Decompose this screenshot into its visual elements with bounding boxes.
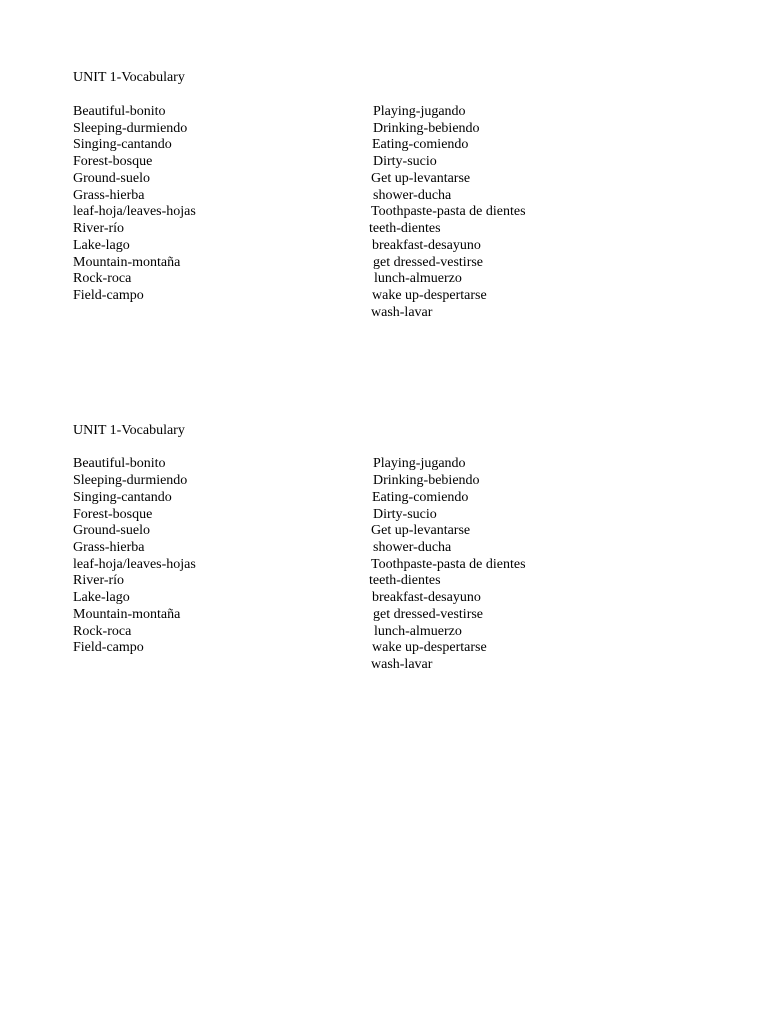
vocab-item-left: Grass-hierba: [73, 540, 145, 555]
section-title: UNIT 1-Vocabulary: [73, 423, 185, 438]
vocab-item-right: wash-lavar: [371, 305, 433, 320]
vocab-item-left: Rock-roca: [73, 624, 132, 639]
vocab-item-right: Playing-jugando: [373, 456, 466, 471]
vocab-item-right: Toothpaste-pasta de dientes: [371, 204, 526, 219]
vocab-item-right: teeth-dientes: [369, 573, 441, 588]
vocab-item-right: Drinking-bebiendo: [373, 473, 480, 488]
vocab-item-left: Ground-suelo: [73, 523, 150, 538]
vocab-item-right: wash-lavar: [371, 657, 433, 672]
vocab-item-right: lunch-almuerzo: [374, 271, 462, 286]
vocab-item-left: Forest-bosque: [73, 507, 153, 522]
vocab-item-right: wake up-despertarse: [372, 288, 487, 303]
vocab-item-left: Beautiful-bonito: [73, 456, 166, 471]
vocab-item-right: wake up-despertarse: [372, 640, 487, 655]
vocab-item-left: Mountain-montaña: [73, 255, 181, 270]
vocab-item-right: Get up-levantarse: [371, 523, 471, 538]
vocab-item-left: Sleeping-durmiendo: [73, 473, 188, 488]
vocab-item-left: River-río: [73, 573, 125, 588]
vocab-item-left: Ground-suelo: [73, 171, 150, 186]
vocab-item-right: shower-ducha: [373, 188, 452, 203]
vocab-item-right: shower-ducha: [373, 540, 452, 555]
vocab-item-left: Grass-hierba: [73, 188, 145, 203]
vocab-item-right: Playing-jugando: [373, 104, 466, 119]
vocab-item-left: leaf-hoja/leaves-hojas: [73, 204, 196, 219]
vocab-item-left: Forest-bosque: [73, 154, 153, 169]
vocab-item-right: teeth-dientes: [369, 221, 441, 236]
vocab-item-right: Eating-comiendo: [372, 490, 469, 505]
vocab-item-right: breakfast-desayuno: [372, 238, 481, 253]
vocab-item-left: Beautiful-bonito: [73, 104, 166, 119]
vocab-item-right: Get up-levantarse: [371, 171, 471, 186]
vocab-item-left: Lake-lago: [73, 590, 130, 605]
vocab-item-right: lunch-almuerzo: [374, 624, 462, 639]
vocab-item-left: Lake-lago: [73, 238, 130, 253]
vocab-item-left: River-río: [73, 221, 125, 236]
vocab-item-left: Singing-cantando: [73, 137, 172, 152]
vocab-item-left: Singing-cantando: [73, 490, 172, 505]
vocab-item-right: Toothpaste-pasta de dientes: [371, 557, 526, 572]
vocab-item-left: Rock-roca: [73, 271, 132, 286]
vocab-item-right: Dirty-sucio: [373, 154, 437, 169]
vocab-item-right: Dirty-sucio: [373, 507, 437, 522]
section-title: UNIT 1-Vocabulary: [73, 70, 185, 85]
vocab-item-left: Field-campo: [73, 640, 144, 655]
vocab-item-right: breakfast-desayuno: [372, 590, 481, 605]
vocab-item-left: Mountain-montaña: [73, 607, 181, 622]
vocab-item-right: get dressed-vestirse: [373, 255, 484, 270]
vocab-item-left: Field-campo: [73, 288, 144, 303]
vocab-item-left: Sleeping-durmiendo: [73, 121, 188, 136]
vocab-item-right: Eating-comiendo: [372, 137, 469, 152]
vocab-item-right: Drinking-bebiendo: [373, 121, 480, 136]
vocab-item-left: leaf-hoja/leaves-hojas: [73, 557, 196, 572]
vocab-item-right: get dressed-vestirse: [373, 607, 484, 622]
